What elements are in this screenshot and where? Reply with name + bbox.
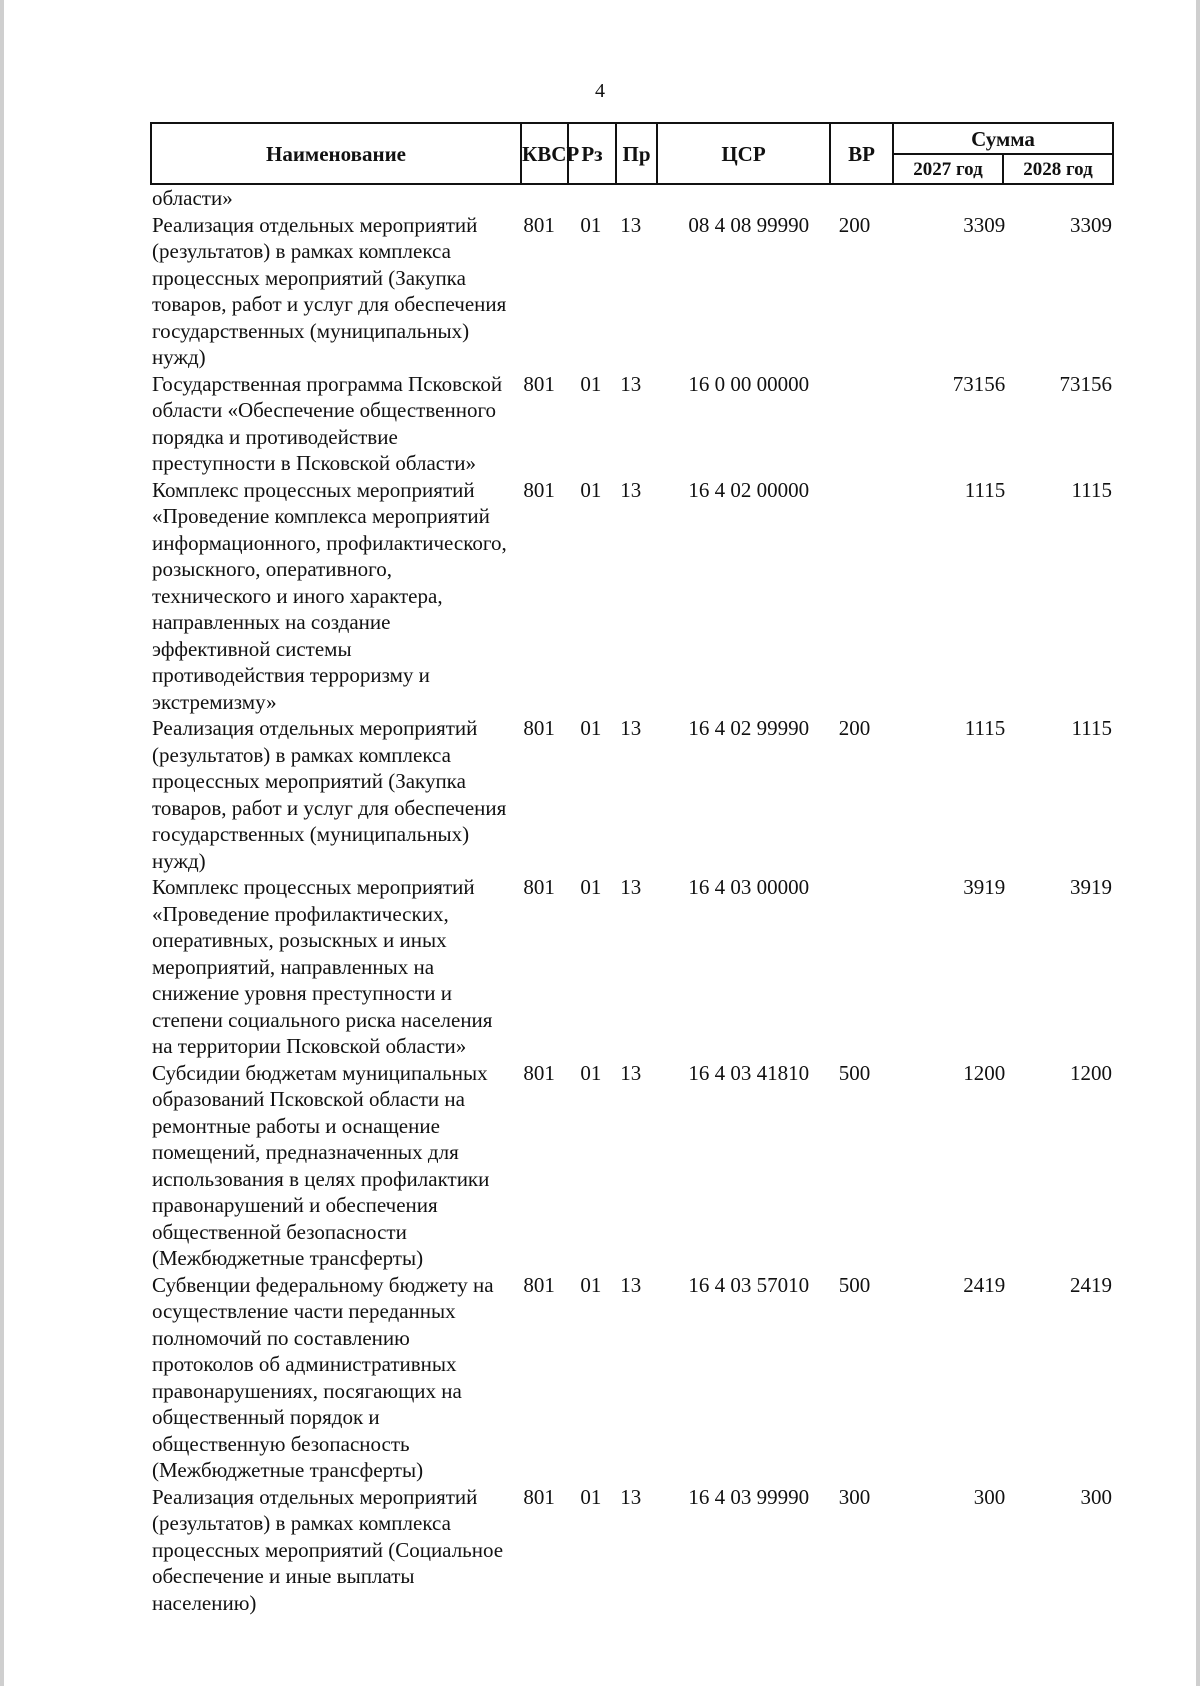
row-vr: 500 [838,1060,871,1085]
row-sum-2028: 3919 [1070,875,1112,899]
row-sum-2027: 1115 [964,716,1006,740]
header-name: Наименование [151,123,521,184]
row-csr: 16 4 03 41810 [688,1060,810,1085]
row-pr: 13 [620,477,642,502]
table-row [150,874,1112,1060]
table-header [150,122,1114,185]
row-name: Субвенции федеральному бюджету на осуществление части переданных полномочий по составлению протоколов об административных правонарушениях, посягающих на общественный порядок и общественную безопасность (Межбюджетные трансферты) [152,1272,494,1482]
row-sum-2028: 1115 [1071,477,1112,502]
row-pr: 13 [620,212,642,237]
row-pr: 13 [620,875,642,899]
row-csr: 16 4 02 00000 [688,477,810,502]
row-rz: 01 [580,875,602,899]
table-row [150,1060,1112,1272]
row-name: Государственная программа Псковской области «Обеспечение общественного порядка и противодействие преступности в Псковской области» [152,371,503,475]
row-vr: 200 [838,716,871,740]
header-csr: ЦСР [657,123,830,184]
page-number: 4 [595,80,605,102]
row-rz: 01 [580,371,602,396]
row-rz: 01 [580,716,602,740]
row-name: Комплекс процессных мероприятий «Проведение комплекса мероприятий информационного, профилактического, розыскного, оперативного, технического и иного характера, направленных на создание эффективной системы противодействия терроризму и экстремизму» [152,477,507,714]
row-name: Комплекс процессных мероприятий «Проведение профилактических, оперативных, розыскных и иных мероприятий, направленных на снижение уровня преступности и степени социального риска населения на территории Псковской области» [152,875,493,1058]
table-row [150,185,1112,212]
row-kvsr: 801 [523,477,555,502]
row-kvsr: 801 [523,1484,555,1509]
row-pr: 13 [620,1272,642,1297]
row-rz: 01 [580,1484,602,1509]
row-kvsr: 801 [523,716,555,740]
header-year-2028: 2028 год [1003,154,1113,184]
row-sum-2027: 1200 [963,1060,1006,1085]
row-name: Реализация отдельных мероприятий (результатов) в рамках комплекса процессных мероприятий (Закупка товаров, работ и услуг для обеспечения государственных (муниципальных) нужд) [152,212,507,369]
row-name: Реализация отдельных мероприятий (результатов) в рамках комплекса процессных мероприятий (Закупка товаров, работ и услуг для обеспечения государственных (муниципальных) нужд) [152,716,507,873]
row-sum-2028: 1200 [1070,1060,1112,1085]
row-sum-2027: 2419 [963,1272,1006,1297]
row-rz: 01 [580,1272,602,1297]
table-row [150,1484,1112,1617]
row-csr: 16 4 03 99990 [688,1484,810,1509]
row-kvsr: 801 [523,875,555,899]
header-kvsr: КВСР [521,123,568,184]
table-row [150,477,1112,716]
row-kvsr: 801 [523,1272,555,1297]
row-csr: 16 4 03 57010 [688,1272,810,1297]
row-csr: 16 4 02 99990 [688,716,810,740]
row-csr: 16 0 00 00000 [688,371,810,396]
header-vr: ВР [830,123,893,184]
row-name: Реализация отдельных мероприятий (результатов) в рамках комплекса процессных мероприятий (Социальное обеспечение и иные выплаты населению) [152,1484,504,1615]
header-sum: Сумма [893,123,1113,154]
row-vr: 200 [838,212,871,237]
row-sum-2028: 300 [1080,1484,1112,1509]
row-vr: 500 [838,1272,871,1297]
row-pr: 13 [620,1484,642,1509]
row-rz: 01 [580,212,602,237]
header-year-2027: 2027 год [893,154,1003,184]
row-name: области» [152,186,233,210]
row-pr: 13 [620,1060,642,1085]
row-kvsr: 801 [523,212,555,237]
scan-edge-right [1196,0,1200,1686]
table-row [150,371,1112,477]
header-rz: Рз [568,123,616,184]
row-sum-2028: 3309 [1070,212,1112,237]
row-rz: 01 [580,1060,602,1085]
row-kvsr: 801 [523,371,555,396]
row-kvsr: 801 [523,1060,555,1085]
row-csr: 16 4 03 00000 [688,875,810,899]
row-sum-2028: 1115 [1071,716,1112,740]
row-sum-2027: 3919 [963,875,1006,899]
row-vr: 300 [838,1484,871,1509]
row-pr: 13 [620,371,642,396]
row-rz: 01 [580,477,602,502]
table-row [150,1272,1112,1484]
table-row [150,212,1112,371]
table-row [150,715,1112,874]
row-sum-2027: 73156 [952,371,1006,396]
row-sum-2027: 1115 [964,477,1006,502]
row-sum-2028: 73156 [1059,371,1112,396]
row-pr: 13 [620,716,642,740]
row-sum-2027: 300 [973,1484,1006,1509]
row-sum-2028: 2419 [1070,1272,1112,1297]
header-pr: Пр [616,123,657,184]
table-body [150,185,1112,1616]
row-name: Субсидии бюджетам муниципальных образований Псковской области на ремонтные работы и оснащение помещений, предназначенных для использования в целях профилактики правонарушений и обеспечения общественной безопасности (Межбюджетные трансферты) [152,1060,490,1270]
row-csr: 08 4 08 99990 [688,212,810,237]
scan-edge-left [0,0,4,1686]
row-sum-2027: 3309 [963,212,1006,237]
